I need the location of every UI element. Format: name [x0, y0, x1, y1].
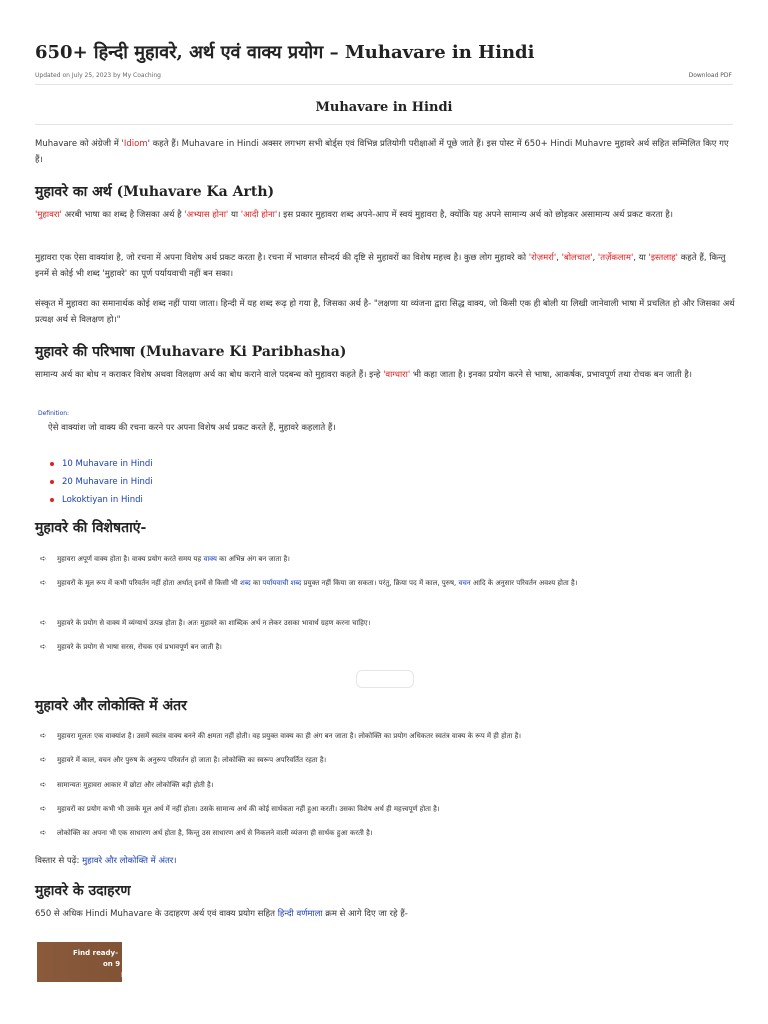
arrow-icon: ➪	[40, 618, 47, 627]
bullet-dot	[50, 480, 54, 484]
antar-bullet: ➪ मुहावरे में काल, वचन और पुरुष के अनुरूप परिवर्तन हो जाता है। लोकोक्ति का स्वरूप अपरिवर्तित रहता है।	[40, 753, 747, 767]
visheshta-bullet: ➪ मुहावरे के प्रयोग से भाषा सरस, रोचक एवं प्रभावपूर्ण बन जाती है।	[40, 640, 747, 654]
heading-muhavare-ka-arth: मुहावरे का अर्थ (Muhavare Ka Arth)	[35, 184, 275, 200]
visheshta-bullet: ➪ मुहावरा अपूर्ण वाक्य होता है। वाक्य प्रयोग करते समय यह वाक्य का अभिन्न अंग बन जाता है।	[40, 552, 747, 566]
udaharan-paragraph: 650 से अधिक Hindi Muhavare के उदाहरण अर्थ एवं वाक्य प्रयोग सहित हिन्दी वर्णमाला क्रम से आगे दिए जा रहे हैं-	[35, 909, 408, 919]
arrow-icon: ➪	[40, 578, 47, 587]
bullet-dot	[50, 462, 54, 466]
related-links-list	[50, 457, 153, 511]
related-link[interactable]: 20 Muhavare in Hindi	[50, 475, 153, 493]
header-divider	[35, 84, 733, 85]
article-subtitle: Muhavare in Hindi	[315, 100, 453, 115]
ad-banner[interactable]	[37, 942, 309, 982]
arth-paragraph-2: मुहावरा एक ऐसा वाक्यांश है, जो रचना में अपना विशेष अर्थ प्रकट करता है। रचना में भावगत सौन्दर्य की दृष्टि से मुहावरों का विशेष महत्त्व है। कुछ लोग मुहावरे को 'रोज़मर्रा', 'बोलचाल', 'तर्ज़ेकलाम', या 'इस्तलाह' कहते हैं, किन्तु इनमें से कोई भी शब्द 'मुहावरे' का पूर्ण पर्यायवाची नहीं बन सका।	[35, 253, 726, 279]
visheshta-bullet: ➪ मुहावरों के मूल रूप में कभी परिवर्तन नहीं होता अर्थात् इनमें से किसी भी शब्द का पर्यायवाची शब्द प्रयुक्त नहीं किया जा सकता। परंतु, क्रिया पद में काल, पुरुष, वचन आदि के अनुसार परिवर्तन अवश्य होता है।	[40, 576, 747, 590]
antar-bullet: ➪ मुहावरों का प्रयोग कभी भी उसके मूल अर्थ में नहीं होता। उसके सामान्य अर्थ की कोई सार्थकता नहीं हुआ करती। उसका विशेष अर्थ ही महत्त्वपूर्ण होता है।	[40, 802, 747, 816]
heading-antar: मुहावरे और लोकोक्ति में अंतर	[35, 698, 187, 714]
arrow-icon: ➪	[40, 804, 47, 813]
idiom-term: Idiom	[123, 139, 148, 149]
page-title: 650+ हिन्दी मुहावरे, अर्थ एवं वाक्य प्रयोग – Muhavare in Hindi	[35, 42, 535, 63]
antar-bullet: ➪ मुहावरा मूलतः एक वाक्यांश है। उसमें स्वतंत्र वाक्य बनने की क्षमता नहीं होती। वह प्रयुक्त वाक्य का ही अंग बन जाता है। लोकोक्ति का प्रयोग अधिकतर स्वतंत्र वाक्य के रूप में ही होता है।	[40, 729, 747, 743]
read-more-line: विस्तार से पढ़ें: मुहावरे और लोकोक्ति में अंतर।	[35, 856, 177, 866]
heading-paribhasha: मुहावरे की परिभाषा (Muhavare Ki Paribhasha)	[35, 344, 347, 360]
ad-banner-overlay	[122, 942, 309, 982]
arrow-icon: ➪	[40, 642, 47, 651]
related-link[interactable]: 10 Muhavare in Hindi	[50, 457, 153, 475]
arrow-icon: ➪	[40, 731, 47, 740]
download-pdf-link[interactable]: Download PDF	[688, 72, 732, 79]
post-meta: Updated on July 25, 2023 by My Coaching	[35, 72, 161, 79]
bullet-dot	[50, 498, 54, 502]
definition-text: ऐसे वाक्यांश जो वाक्य की रचना करने पर अपना विशेष अर्थ प्रकट करते हैं, मुहावरे कहलाते हैं।	[48, 423, 336, 433]
definition-label: Definition:	[38, 410, 70, 417]
intro-paragraph: Muhavare को अंग्रेजी में 'Idiom' कहते हैं। Muhavare in Hindi अक्सर लगभग सभी बोर्ड्स एवं विभिन्न प्रतियोगी परीक्षाओं में पूछे जाते हैं। इस पोस्ट में 650+ Hindi Muhavre मुहावरे अर्थ सहित सम्मिलित किए गए हैं।	[35, 139, 729, 165]
arrow-icon: ➪	[40, 780, 47, 789]
arth-paragraph-1: 'मुहावरा' अरबी भाषा का शब्द है जिसका अर्थ है 'अभ्यास होना' या 'आदी होना'। इस प्रकार मुहावरा शब्द अपने-आप में स्वयं मुहावरा है, क्योंकि यह अपने सामान्य अर्थ को छोड़कर असामान्य अर्थ प्रकट करता है।	[35, 210, 674, 220]
ad-banner-text: Find ready- on 9	[73, 949, 121, 968]
arrow-icon: ➪	[40, 755, 47, 764]
antar-bullet: ➪ सामान्यतः मुहावरा आकार में छोटा और लोकोक्ति बड़ी होती है।	[40, 778, 747, 792]
paribhasha-paragraph: सामान्य अर्थ का बोध न कराकर विशेष अथवा विलक्षण अर्थ का बोध कराने वाले पदबन्ध को मुहावरा कहते हैं। इन्हे 'वाग्धारा' भी कहा जाता है। इनका प्रयोग करने से भाषा, आकर्षक, प्रभावपूर्ण तथा रोचक बन जाती है।	[35, 370, 692, 380]
varnamala-link[interactable]: हिन्दी वर्णमाला	[277, 909, 323, 919]
ad-placeholder	[356, 670, 414, 688]
antar-link[interactable]: मुहावरे और लोकोक्ति में अंतर	[82, 856, 174, 866]
subtitle-divider	[35, 124, 733, 125]
arth-paragraph-3: संस्कृत में मुहावरा का समानार्थक कोई शब्द नहीं पाया जाता। हिन्दी में यह शब्द रूढ़ हो गया है, जिसका अर्थ है- "लक्षणा या व्यंजना द्वारा सिद्ध वाक्य, जो किसी एक ही बोली या लिखी जानेवाली भाषा में प्रचलित हो और जिसका अर्थ प्रत्यक्ष अर्थ से विलक्षण हो।"	[35, 299, 735, 325]
arrow-icon: ➪	[40, 554, 47, 563]
heading-udaharan: मुहावरे के उदाहरण	[35, 883, 131, 899]
antar-bullet: ➪ लोकोक्ति का अपना भी एक साधारण अर्थ होता है, किन्तु उस साधारण अर्थ से निकलने वाली व्यंजना ही सार्थक हुआ करती है।	[40, 826, 747, 840]
related-link[interactable]: Lokoktiyan in Hindi	[50, 493, 153, 511]
arrow-icon: ➪	[40, 828, 47, 837]
heading-visheshtayen: मुहावरे की विशेषताएं-	[35, 520, 147, 536]
visheshta-bullet: ➪ मुहावरे के प्रयोग से वाक्य में व्यंग्यार्थ उत्पन्न होता है। अतः मुहावरे का शाब्दिक अर्थ न लेकर उसका भावार्थ ग्रहण करना चाहिए।	[40, 616, 747, 630]
